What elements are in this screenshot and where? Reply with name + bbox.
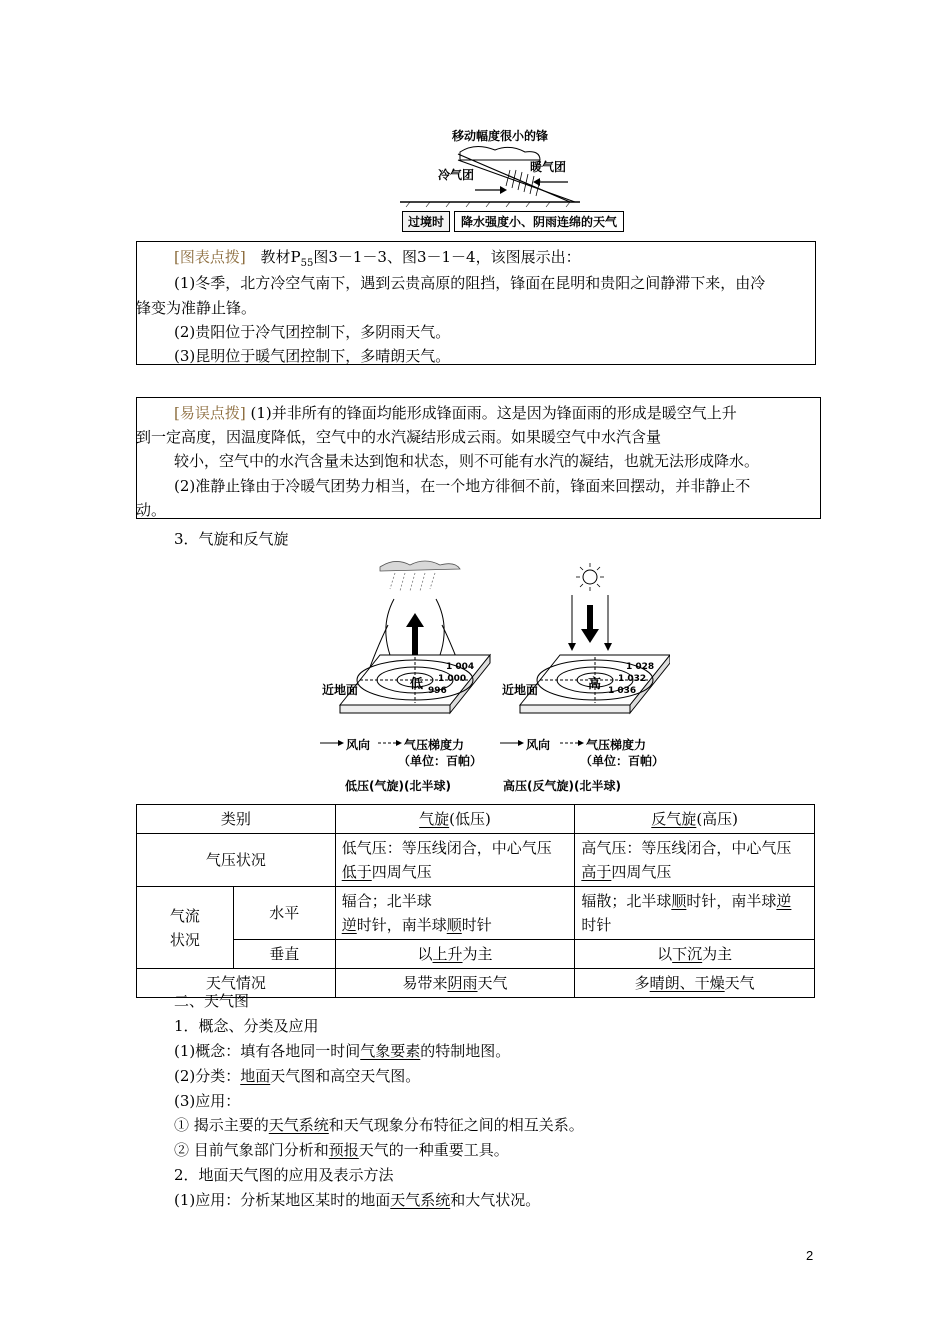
warm-airmass-label: 暖气团	[530, 160, 567, 174]
misconception-line-1: 到一定高度，因温度降低，空气中的水汽凝结形成云雨。如果暖空气中水汽含量	[136, 428, 662, 446]
misconception-line-3: (2)准静止锋由于冷暖气团势力相当，在一个地方徘徊不前，锋面来回摆动，并非静止不	[174, 477, 751, 495]
front-figure-title: 移动幅度很小的锋	[452, 129, 549, 143]
chart-tip-line-0: [图表点拨] 教材$P_{55}$图3－1－3、图3－1－4，该图展示出：	[174, 248, 581, 269]
section-3-title: 3．气旋和反气旋	[174, 530, 289, 548]
page-number: 2	[806, 1248, 814, 1263]
cell-cyclone-horizontal: 辐合；北半球 逆时针，南半球顺时针	[335, 887, 575, 940]
isobar-low-1: 1 004	[446, 662, 475, 672]
isobar-low-3: 996	[428, 686, 447, 696]
high-center-label: 高	[588, 677, 602, 692]
misconception-line-0: [易误点拨] (1)并非所有的锋面均能形成锋面雨。这是因为锋面雨的形成是暖空气上升	[174, 404, 737, 422]
row-vertical-label: 垂直	[233, 940, 335, 969]
legend-unit-high: （单位：百帕）	[580, 754, 665, 768]
caption-anticyclone: 高压(反气旋)(北半球)	[503, 779, 621, 793]
low-center-label: 低	[410, 677, 424, 692]
pass-label: 过境时	[402, 211, 450, 232]
misconception-tag: [易误点拨]	[174, 404, 246, 422]
isobar-low-2: 1 000	[438, 674, 467, 684]
table-row	[137, 805, 815, 834]
table-row	[137, 940, 815, 969]
header-category: 类别	[137, 805, 336, 834]
legend-unit-low: （单位：百帕）	[398, 754, 483, 768]
front-diagram	[400, 140, 580, 210]
isobar-high-1: 1 028	[626, 662, 655, 672]
row-airflow-label: 气流 状况	[137, 887, 234, 969]
misconception-line-2: 较小，空气中的水汽含量未达到饱和状态，则不可能有水汽的凝结，也就无法形成降水。	[174, 452, 760, 470]
legend-pressure-high: 气压梯度力	[586, 738, 647, 752]
header-cyclone: 气旋(低压)	[335, 805, 575, 834]
subsection-2-title: 2．地面天气图的应用及表示方法	[174, 1166, 394, 1184]
chart-tip-line-4: (3)昆明位于暖气团控制下，多晴朗天气。	[174, 347, 451, 365]
legend-pressure-low: 气压梯度力	[404, 738, 465, 752]
chart-tip-line-2: 锋变为准静止锋。	[136, 299, 257, 317]
application-item-1: ① 揭示主要的天气系统和天气现象分布特征之间的相互关系。	[174, 1116, 584, 1134]
cell-anticyclone-weather: 多晴朗、干燥天气	[575, 969, 815, 998]
isobar-high-3: 1 036	[608, 686, 637, 696]
header-anticyclone: 反气旋(高压)	[575, 805, 815, 834]
legend-wind-low: 风向	[346, 738, 371, 752]
near-ground-label-low: 近地面	[322, 683, 359, 697]
surface-map-application: (1)应用：分析某地区某时的地面天气系统和大气状况。	[174, 1191, 541, 1209]
cyclone-comparison-table	[136, 804, 815, 998]
cell-anticyclone-horizontal: 辐散；北半球顺时针，南半球逆 时针	[575, 887, 815, 940]
caption-cyclone: 低压(气旋)(北半球)	[345, 779, 451, 793]
pass-result-label: 降水强度小、阴雨连绵的天气	[454, 211, 624, 232]
table-row	[137, 887, 815, 940]
row-weather-label: 天气情况	[137, 969, 336, 998]
near-ground-label-high: 近地面	[502, 683, 539, 697]
chart-tip-line-3: (2)贵阳位于冷气团控制下，多阴雨天气。	[174, 323, 451, 341]
cold-airmass-label: 冷气团	[438, 168, 475, 182]
cell-anticyclone-pressure: 高气压：等压线闭合，中心气压 高于四周气压	[575, 834, 815, 887]
subsection-1-title: 1．概念、分类及应用	[174, 1017, 319, 1035]
chart-tip-tag: [图表点拨]	[174, 248, 246, 266]
concept-line: (1)概念：填有各地同一时间气象要素的特制地图。	[174, 1042, 511, 1060]
cell-cyclone-pressure: 低气压：等压线闭合，中心气压 低于四周气压	[335, 834, 575, 887]
misconception-line-4: 动。	[136, 501, 167, 519]
cell-cyclone-vertical: 以上升为主	[335, 940, 575, 969]
table-row	[137, 834, 815, 887]
legend-wind-high: 风向	[526, 738, 551, 752]
application-line: (3)应用：	[174, 1092, 241, 1110]
section-2-title: 二、天气图	[174, 992, 250, 1010]
category-line: (2)分类：地面天气图和高空天气图。	[174, 1067, 421, 1085]
cell-cyclone-weather: 易带来阴雨天气	[335, 969, 575, 998]
row-pressure-label: 气压状况	[137, 834, 336, 887]
isobar-high-2: 1 032	[618, 674, 647, 684]
row-horizontal-label: 水平	[233, 887, 335, 940]
application-item-2: ② 目前气象部门分析和预报天气的一种重要工具。	[174, 1141, 509, 1159]
chart-tip-line-1: (1)冬季，北方冷空气南下，遇到云贵高原的阻挡，锋面在昆明和贵阳之间静滞下来，由冷	[174, 274, 766, 292]
cell-anticyclone-vertical: 以下沉为主	[575, 940, 815, 969]
